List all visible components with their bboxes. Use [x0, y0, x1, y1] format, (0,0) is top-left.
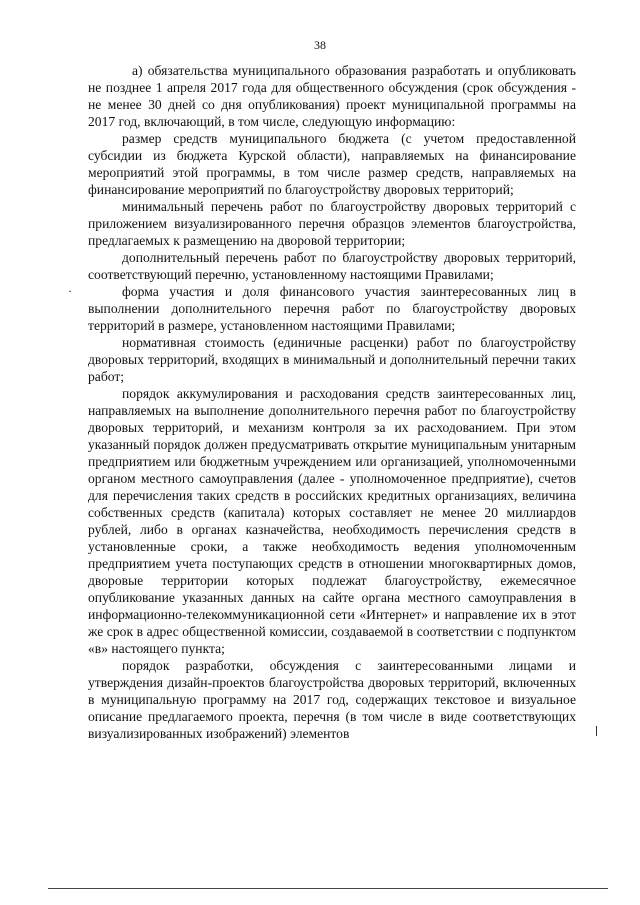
- margin-dot-mark: ·: [68, 284, 72, 298]
- paragraph-budget-funds: размер средств муниципального бюджета (с учетом предоставленной субсидии из бюджета Курской области), направляемых на финансирование мероприятий этой программы, в том числе размер средств, направляемых на финансирование мероприятий по благоустройству дворовых территорий;: [88, 131, 576, 197]
- bottom-rule: [48, 888, 608, 889]
- margin-tick-mark: [596, 726, 600, 736]
- document-body: [68, 62, 576, 742]
- paragraph-design-projects: порядок разработки, обсуждения с заинтересованными лицами и утверждения дизайн-проектов благоустройства дворовых территорий, включенных в муниципальную программу на 2017 год, содержащих текстовое и визуальное описание предлагаемого проекта, перечня (в том числе в виде соответствующих визуализированных изображений) элементов: [88, 658, 576, 741]
- paragraph-accumulation-order: порядок аккумулирования и расходования средств заинтересованных лиц, направляемых на выполнение дополнительного перечня работ по благоустройству дворовых территорий, и механизм контроля за их расходованием. При этом указанный порядок должен предусматривать открытие муниципальным унитарным предприятием или бюджетным учреждением или организацией, уполномоченными органом местного самоуправления (далее - уполномоченное предприятие), счетов для перечисления таких средств в российских кредитных организациях, величина собственных средств (капитала) которых составляет не менее 20 миллиардов рублей, либо в органах казначейства, необходимость перечисления средств в установленные сроки, а также необходимость ведения уполномоченным предприятием учета поступающих средств в отношении многоквартирных домов, дворовые территории которых подлежат благоустройству, ежемесячное опубликование указанных данных на сайте органа местного самоуправления в информационно-телекоммуникационной сети «Интернет» и направление их в этот же срок в адрес общественной комиссии, создаваемой в соответствии с подпунктом «в» настоящего пункта;: [88, 386, 576, 656]
- paragraph-minimal-list: минимальный перечень работ по благоустройству дворовых территорий с приложением визуализированного перечня образцов элементов благоустройства, предлагаемых к размещению на дворовой территории;: [88, 199, 576, 248]
- paragraph-obligations: а) обязательства муниципального образования разработать и опубликовать не позднее 1 апреля 2017 года для общественного обсуждения (срок обсуждения - не менее 30 дней со дня опубликования) проект муниципальной программы на 2017 год, включающий, в том числе, следующую информацию:: [88, 63, 576, 129]
- page-number: 38: [314, 38, 326, 52]
- paragraph-participation-wrapper: [68, 283, 576, 334]
- paragraph-participation-form: форма участия и доля финансового участия заинтересованных лиц в выполнении дополнительного перечня работ по благоустройству дворовых территорий в размере, установленном настоящими Правилами;: [88, 284, 576, 333]
- paragraph-additional-list: дополнительный перечень работ по благоустройству дворовых территорий, соответствующий перечню, установленному настоящими Правилами;: [88, 250, 576, 282]
- paragraph-normative-cost: нормативная стоимость (единичные расценки) работ по благоустройству дворовых территорий, входящих в минимальный и дополнительный перечни таких работ;: [88, 335, 576, 384]
